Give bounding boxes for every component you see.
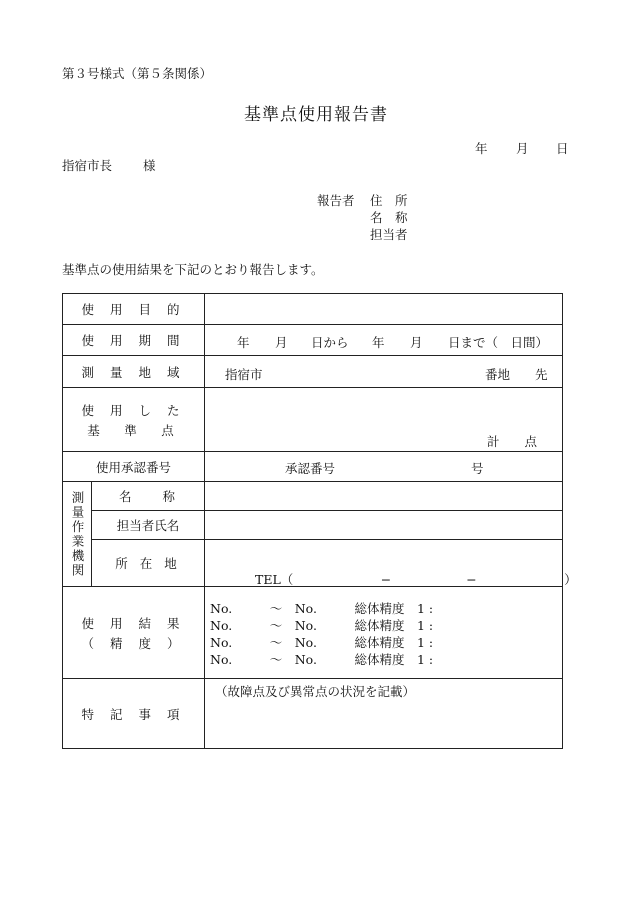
agency-person-field[interactable] (205, 511, 563, 540)
page-title: 基準点使用報告書 (244, 105, 388, 125)
agency-person-label: 担当者氏名 (92, 511, 205, 540)
purpose-field[interactable] (205, 294, 563, 325)
date-month: 月 (516, 141, 529, 156)
row-period (63, 325, 563, 356)
result-row: No. 〜 No. 総体精度 1 : (210, 635, 434, 650)
reporter-name-label: 名 称 (370, 210, 408, 225)
row-area (63, 356, 563, 388)
points-total: 計 点 (487, 434, 538, 449)
period-to: 日まで（ 日間） (448, 335, 549, 350)
reporter-person-label: 担当者 (370, 227, 408, 242)
points-label-line1: 使 用 し た (81, 402, 186, 418)
date-year: 年 (475, 141, 488, 156)
row-points (63, 388, 563, 452)
result-row: No. 〜 No. 総体精度 1 : (210, 652, 434, 667)
period-month1: 月 (275, 335, 288, 350)
result-label-line2: （ 精 度 ） (81, 635, 186, 651)
result-row: No. 〜 No. 総体精度 1 : (210, 618, 434, 633)
agency-name-label: 名 称 (92, 482, 205, 511)
period-from: 日から (311, 335, 349, 350)
period-field[interactable] (205, 325, 563, 356)
row-approval (63, 452, 563, 482)
remarks-label: 特 記 事 項 (63, 679, 205, 749)
points-label-line2: 基 準 点 (87, 422, 180, 438)
reporter-label: 報告者 (317, 193, 355, 208)
approval-text: 承認番号 (285, 461, 336, 476)
row-remarks (63, 679, 563, 749)
report-table (62, 293, 577, 749)
agency-address-label: 所 在 地 (92, 540, 205, 587)
row-agency-person (63, 511, 563, 540)
result-label (63, 587, 205, 679)
agency-address-field[interactable] (205, 540, 577, 587)
approval-no: 号 (471, 461, 484, 476)
agency-label (63, 482, 92, 587)
area-suffix: 番地 先 (485, 367, 548, 382)
result-field[interactable] (205, 587, 563, 679)
result-row: No. 〜 No. 総体精度 1 : (210, 601, 434, 616)
date-day: 日 (556, 141, 569, 156)
period-year2: 年 (372, 335, 385, 350)
period-label: 使 用 期 間 (63, 325, 205, 356)
purpose-label: 使 用 目 的 (63, 294, 205, 325)
approval-field[interactable] (205, 452, 563, 482)
points-field[interactable] (205, 388, 563, 452)
period-year1: 年 (237, 335, 250, 350)
period-month2: 月 (410, 335, 423, 350)
agency-label-text: 測量作業機関 (70, 490, 85, 578)
result-label-line1: 使 用 結 果 (81, 615, 186, 631)
agency-name-field[interactable] (205, 482, 563, 511)
row-purpose (63, 294, 563, 325)
addressee: 指宿市長 (62, 158, 113, 173)
row-results (63, 587, 563, 679)
area-city: 指宿市 (225, 367, 263, 382)
honorific: 様 (143, 158, 156, 173)
intro-text: 基準点の使用結果を下記のとおり報告します。 (62, 262, 324, 277)
reporter-address-label: 住 所 (370, 193, 408, 208)
tel-line: TEL（ − − ） (255, 572, 577, 587)
row-agency-name (63, 482, 563, 511)
form-number: 第３号様式（第５条関係） (62, 66, 213, 81)
row-agency-address (63, 540, 563, 587)
points-label (63, 388, 205, 452)
remarks-field[interactable] (205, 679, 563, 749)
area-field[interactable] (205, 356, 563, 388)
approval-label: 使用承認番号 (63, 452, 205, 482)
area-label: 測 量 地 域 (63, 356, 205, 388)
remarks-note: （故障点及び異常点の状況を記載） (215, 684, 416, 699)
